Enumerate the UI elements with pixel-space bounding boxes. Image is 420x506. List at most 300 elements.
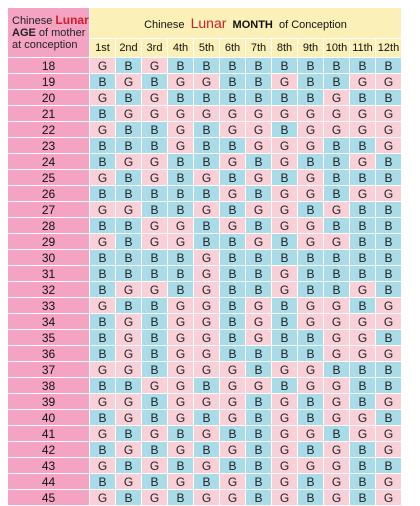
- girl-cell: G: [142, 378, 167, 393]
- girl-cell: G: [350, 330, 375, 345]
- girl-cell: G: [298, 170, 323, 185]
- table-row: [8, 234, 401, 249]
- boy-cell: B: [246, 154, 271, 169]
- boy-cell: B: [194, 474, 219, 489]
- girl-cell: G: [272, 154, 297, 169]
- month-title-prefix: Chinese: [144, 18, 185, 31]
- boy-cell: B: [220, 426, 245, 441]
- boy-cell: B: [194, 58, 219, 73]
- girl-cell: G: [220, 154, 245, 169]
- month-header-cell: 7th: [246, 39, 271, 57]
- age-cell: 26: [8, 186, 89, 201]
- boy-cell: B: [116, 426, 141, 441]
- boy-cell: B: [194, 442, 219, 457]
- girl-cell: G: [168, 362, 193, 377]
- girl-cell: G: [116, 74, 141, 89]
- table-row: [8, 474, 401, 489]
- boy-cell: B: [272, 250, 297, 265]
- boy-cell: B: [220, 330, 245, 345]
- age-cell: 28: [8, 218, 89, 233]
- age-cell: 30: [8, 250, 89, 265]
- boy-cell: B: [142, 266, 167, 281]
- girl-cell: G: [272, 218, 297, 233]
- girl-cell: G: [220, 122, 245, 137]
- boy-cell: B: [142, 74, 167, 89]
- age-header-of-mother: of mother: [38, 27, 86, 39]
- boy-cell: B: [324, 426, 349, 441]
- month-header-cell: 6th: [220, 39, 245, 57]
- boy-cell: B: [116, 122, 141, 137]
- boy-cell: B: [90, 282, 115, 297]
- boy-cell: B: [376, 362, 401, 377]
- boy-cell: B: [350, 138, 375, 153]
- boy-cell: B: [272, 234, 297, 249]
- boy-cell: B: [168, 90, 193, 105]
- girl-cell: G: [246, 314, 271, 329]
- boy-cell: B: [220, 458, 245, 473]
- month-header-cell: 2nd: [116, 39, 141, 57]
- girl-cell: G: [350, 346, 375, 361]
- girl-cell: G: [220, 218, 245, 233]
- boy-cell: B: [298, 330, 323, 345]
- boy-cell: B: [350, 58, 375, 73]
- age-header-at-conception: at conception: [12, 39, 78, 51]
- table-row: [8, 314, 401, 329]
- table-row: [8, 490, 401, 505]
- boy-cell: B: [298, 410, 323, 425]
- boy-cell: B: [142, 298, 167, 313]
- girl-cell: G: [194, 266, 219, 281]
- girl-cell: G: [220, 378, 245, 393]
- boy-cell: B: [220, 90, 245, 105]
- boy-cell: B: [142, 186, 167, 201]
- girl-cell: G: [272, 490, 297, 505]
- boy-cell: B: [272, 90, 297, 105]
- girl-cell: G: [298, 458, 323, 473]
- girl-cell: G: [350, 186, 375, 201]
- boy-cell: B: [246, 490, 271, 505]
- table-row: [8, 138, 401, 153]
- boy-cell: B: [220, 298, 245, 313]
- girl-cell: G: [324, 442, 349, 457]
- boy-cell: B: [246, 266, 271, 281]
- girl-cell: G: [324, 378, 349, 393]
- girl-cell: G: [376, 490, 401, 505]
- girl-cell: G: [246, 122, 271, 137]
- boy-cell: B: [298, 394, 323, 409]
- table-row: [8, 202, 401, 217]
- month-header-cell: 8th: [272, 39, 297, 57]
- girl-cell: G: [298, 138, 323, 153]
- girl-cell: G: [90, 458, 115, 473]
- age-cell: 19: [8, 74, 89, 89]
- boy-cell: B: [194, 90, 219, 105]
- boy-cell: B: [298, 346, 323, 361]
- girl-cell: G: [272, 394, 297, 409]
- boy-cell: B: [324, 266, 349, 281]
- girl-cell: G: [246, 106, 271, 121]
- table-row: [8, 170, 401, 185]
- age-cell: 32: [8, 282, 89, 297]
- girl-cell: G: [298, 106, 323, 121]
- girl-cell: G: [220, 186, 245, 201]
- boy-cell: B: [350, 170, 375, 185]
- boy-cell: B: [376, 234, 401, 249]
- boy-cell: B: [90, 266, 115, 281]
- girl-cell: G: [194, 394, 219, 409]
- boy-cell: B: [324, 170, 349, 185]
- girl-cell: G: [168, 394, 193, 409]
- table-row: [8, 250, 401, 265]
- age-cell: 24: [8, 154, 89, 169]
- boy-cell: B: [350, 490, 375, 505]
- girl-cell: G: [272, 426, 297, 441]
- girl-cell: G: [116, 106, 141, 121]
- age-header-age: AGE: [12, 27, 36, 39]
- girl-cell: G: [194, 250, 219, 265]
- boy-cell: B: [142, 314, 167, 329]
- age-header-lunar: Lunar: [55, 13, 89, 27]
- girl-cell: G: [272, 202, 297, 217]
- girl-cell: G: [116, 202, 141, 217]
- girl-cell: G: [142, 426, 167, 441]
- girl-cell: G: [90, 90, 115, 105]
- age-cell: 22: [8, 122, 89, 137]
- girl-cell: G: [350, 410, 375, 425]
- age-cell: 35: [8, 330, 89, 345]
- boy-cell: B: [220, 250, 245, 265]
- boy-cell: B: [220, 234, 245, 249]
- girl-cell: G: [194, 282, 219, 297]
- girl-cell: G: [168, 234, 193, 249]
- boy-cell: B: [246, 346, 271, 361]
- girl-cell: G: [116, 442, 141, 457]
- girl-cell: G: [116, 410, 141, 425]
- boy-cell: B: [142, 138, 167, 153]
- boy-cell: B: [90, 346, 115, 361]
- girl-cell: G: [142, 90, 167, 105]
- girl-cell: G: [142, 218, 167, 233]
- boy-cell: B: [350, 90, 375, 105]
- girl-cell: G: [168, 298, 193, 313]
- girl-cell: G: [116, 330, 141, 345]
- boy-cell: B: [272, 314, 297, 329]
- month-header-cell: 5th: [194, 39, 219, 57]
- boy-cell: B: [272, 378, 297, 393]
- table-row: [8, 218, 401, 233]
- boy-cell: B: [324, 154, 349, 169]
- girl-cell: G: [220, 474, 245, 489]
- girl-cell: G: [376, 106, 401, 121]
- boy-cell: B: [350, 458, 375, 473]
- boy-cell: B: [298, 90, 323, 105]
- girl-cell: G: [220, 394, 245, 409]
- table-row: [8, 154, 401, 169]
- boy-cell: B: [90, 378, 115, 393]
- boy-cell: B: [246, 458, 271, 473]
- girl-cell: G: [90, 58, 115, 73]
- girl-cell: G: [298, 218, 323, 233]
- girl-cell: G: [194, 362, 219, 377]
- boy-cell: B: [168, 266, 193, 281]
- boy-cell: B: [376, 58, 401, 73]
- girl-cell: G: [168, 218, 193, 233]
- boy-cell: B: [376, 170, 401, 185]
- boy-cell: B: [142, 346, 167, 361]
- age-cell: 36: [8, 346, 89, 361]
- month-header-cell: 4th: [168, 39, 193, 57]
- girl-cell: G: [324, 202, 349, 217]
- girl-cell: G: [246, 298, 271, 313]
- girl-cell: G: [298, 378, 323, 393]
- girl-cell: G: [246, 234, 271, 249]
- girl-cell: G: [324, 106, 349, 121]
- table-row: [8, 394, 401, 409]
- boy-cell: B: [350, 234, 375, 249]
- girl-cell: G: [142, 154, 167, 169]
- age-cell: 31: [8, 266, 89, 281]
- girl-cell: G: [116, 282, 141, 297]
- chart-body: [8, 58, 401, 505]
- month-title-header: [90, 8, 401, 38]
- girl-cell: G: [246, 138, 271, 153]
- boy-cell: B: [376, 90, 401, 105]
- boy-cell: B: [324, 250, 349, 265]
- girl-cell: G: [142, 106, 167, 121]
- girl-cell: G: [324, 314, 349, 329]
- girl-cell: G: [376, 474, 401, 489]
- girl-cell: G: [376, 426, 401, 441]
- girl-cell: G: [168, 330, 193, 345]
- month-header-cell: 12th: [376, 39, 401, 57]
- boy-cell: B: [246, 186, 271, 201]
- boy-cell: B: [168, 282, 193, 297]
- boy-cell: B: [116, 378, 141, 393]
- boy-cell: B: [220, 282, 245, 297]
- girl-cell: G: [168, 346, 193, 361]
- boy-cell: B: [90, 410, 115, 425]
- girl-cell: G: [168, 106, 193, 121]
- boy-cell: B: [90, 250, 115, 265]
- girl-cell: G: [298, 234, 323, 249]
- boy-cell: B: [168, 58, 193, 73]
- girl-cell: G: [194, 490, 219, 505]
- girl-cell: G: [90, 122, 115, 137]
- boy-cell: B: [246, 362, 271, 377]
- table-row: [8, 362, 401, 377]
- girl-cell: G: [298, 362, 323, 377]
- girl-cell: G: [116, 346, 141, 361]
- age-column-header: [8, 8, 89, 57]
- table-row: [8, 90, 401, 105]
- boy-cell: B: [246, 442, 271, 457]
- girl-cell: G: [142, 490, 167, 505]
- girl-cell: G: [376, 138, 401, 153]
- boy-cell: B: [90, 314, 115, 329]
- girl-cell: G: [324, 90, 349, 105]
- boy-cell: B: [376, 250, 401, 265]
- month-title-month: MONTH: [232, 18, 273, 31]
- girl-cell: G: [272, 410, 297, 425]
- boy-cell: B: [350, 442, 375, 457]
- boy-cell: B: [116, 298, 141, 313]
- month-title-suffix: of Conception: [278, 18, 347, 31]
- girl-cell: G: [168, 138, 193, 153]
- boy-cell: B: [246, 74, 271, 89]
- age-cell: 34: [8, 314, 89, 329]
- boy-cell: B: [298, 490, 323, 505]
- table-row: [8, 186, 401, 201]
- boy-cell: B: [298, 266, 323, 281]
- girl-cell: G: [350, 154, 375, 169]
- table-row: [8, 426, 401, 441]
- girl-cell: G: [116, 154, 141, 169]
- girl-cell: G: [376, 314, 401, 329]
- boy-cell: B: [90, 186, 115, 201]
- boy-cell: B: [246, 250, 271, 265]
- girl-cell: G: [272, 442, 297, 457]
- girl-cell: G: [168, 378, 193, 393]
- girl-cell: G: [194, 106, 219, 121]
- boy-cell: B: [324, 186, 349, 201]
- boy-cell: B: [194, 218, 219, 233]
- girl-cell: G: [194, 314, 219, 329]
- boy-cell: B: [350, 266, 375, 281]
- boy-cell: B: [168, 250, 193, 265]
- boy-cell: B: [324, 58, 349, 73]
- table-row: [8, 266, 401, 281]
- age-cell: 25: [8, 170, 89, 185]
- boy-cell: B: [324, 74, 349, 89]
- boy-cell: B: [194, 138, 219, 153]
- boy-cell: B: [168, 490, 193, 505]
- girl-cell: G: [324, 330, 349, 345]
- boy-cell: B: [142, 474, 167, 489]
- boy-cell: B: [246, 58, 271, 73]
- boy-cell: B: [350, 362, 375, 377]
- boy-cell: B: [350, 218, 375, 233]
- boy-cell: B: [116, 170, 141, 185]
- girl-cell: G: [142, 58, 167, 73]
- girl-cell: G: [350, 282, 375, 297]
- girl-cell: G: [272, 458, 297, 473]
- girl-cell: G: [272, 106, 297, 121]
- age-cell: 44: [8, 474, 89, 489]
- girl-cell: G: [142, 458, 167, 473]
- girl-cell: G: [194, 170, 219, 185]
- conception-chart-table: [7, 7, 402, 506]
- boy-cell: B: [168, 458, 193, 473]
- girl-cell: G: [220, 410, 245, 425]
- girl-cell: G: [116, 474, 141, 489]
- month-header-cell: 9th: [298, 39, 323, 57]
- boy-cell: B: [298, 442, 323, 457]
- girl-cell: G: [116, 362, 141, 377]
- boy-cell: B: [116, 138, 141, 153]
- boy-cell: B: [142, 202, 167, 217]
- boy-cell: B: [220, 74, 245, 89]
- girl-cell: G: [168, 74, 193, 89]
- boy-cell: B: [168, 170, 193, 185]
- girl-cell: G: [220, 490, 245, 505]
- boy-cell: B: [376, 458, 401, 473]
- boy-cell: B: [376, 202, 401, 217]
- girl-cell: G: [194, 458, 219, 473]
- girl-cell: G: [246, 170, 271, 185]
- girl-cell: G: [168, 474, 193, 489]
- boy-cell: B: [324, 282, 349, 297]
- boy-cell: B: [220, 266, 245, 281]
- girl-cell: G: [90, 362, 115, 377]
- girl-cell: G: [376, 346, 401, 361]
- girl-cell: G: [298, 122, 323, 137]
- girl-cell: G: [272, 282, 297, 297]
- age-cell: 29: [8, 234, 89, 249]
- girl-cell: G: [324, 410, 349, 425]
- table-row: [8, 378, 401, 393]
- boy-cell: B: [168, 186, 193, 201]
- boy-cell: B: [116, 234, 141, 249]
- age-cell: 21: [8, 106, 89, 121]
- boy-cell: B: [246, 282, 271, 297]
- girl-cell: G: [220, 106, 245, 121]
- boy-cell: B: [116, 58, 141, 73]
- boy-cell: B: [246, 218, 271, 233]
- month-header-cell: 3rd: [142, 39, 167, 57]
- girl-cell: G: [298, 186, 323, 201]
- girl-cell: G: [376, 74, 401, 89]
- boy-cell: B: [298, 282, 323, 297]
- table-row: [8, 282, 401, 297]
- boy-cell: B: [142, 122, 167, 137]
- boy-cell: B: [246, 90, 271, 105]
- boy-cell: B: [194, 378, 219, 393]
- age-cell: 41: [8, 426, 89, 441]
- boy-cell: B: [272, 170, 297, 185]
- girl-cell: G: [246, 202, 271, 217]
- boy-cell: B: [376, 266, 401, 281]
- girl-cell: G: [376, 394, 401, 409]
- boy-cell: B: [220, 138, 245, 153]
- girl-cell: G: [194, 202, 219, 217]
- age-cell: 43: [8, 458, 89, 473]
- boy-cell: B: [350, 394, 375, 409]
- boy-cell: B: [90, 106, 115, 121]
- table-row: [8, 122, 401, 137]
- age-cell: 20: [8, 90, 89, 105]
- boy-cell: B: [272, 58, 297, 73]
- girl-cell: G: [194, 346, 219, 361]
- boy-cell: B: [376, 410, 401, 425]
- boy-cell: B: [298, 202, 323, 217]
- boy-cell: B: [272, 346, 297, 361]
- boy-cell: B: [246, 426, 271, 441]
- girl-cell: G: [90, 426, 115, 441]
- girl-cell: G: [350, 314, 375, 329]
- girl-cell: G: [376, 298, 401, 313]
- girl-cell: G: [168, 122, 193, 137]
- girl-cell: G: [272, 266, 297, 281]
- boy-cell: B: [220, 202, 245, 217]
- month-header-cell: 1st: [90, 39, 115, 57]
- girl-cell: G: [298, 298, 323, 313]
- boy-cell: B: [350, 474, 375, 489]
- boy-cell: B: [142, 410, 167, 425]
- girl-cell: G: [142, 282, 167, 297]
- girl-cell: G: [324, 394, 349, 409]
- boy-cell: B: [272, 330, 297, 345]
- month-header-cell: 11th: [350, 39, 375, 57]
